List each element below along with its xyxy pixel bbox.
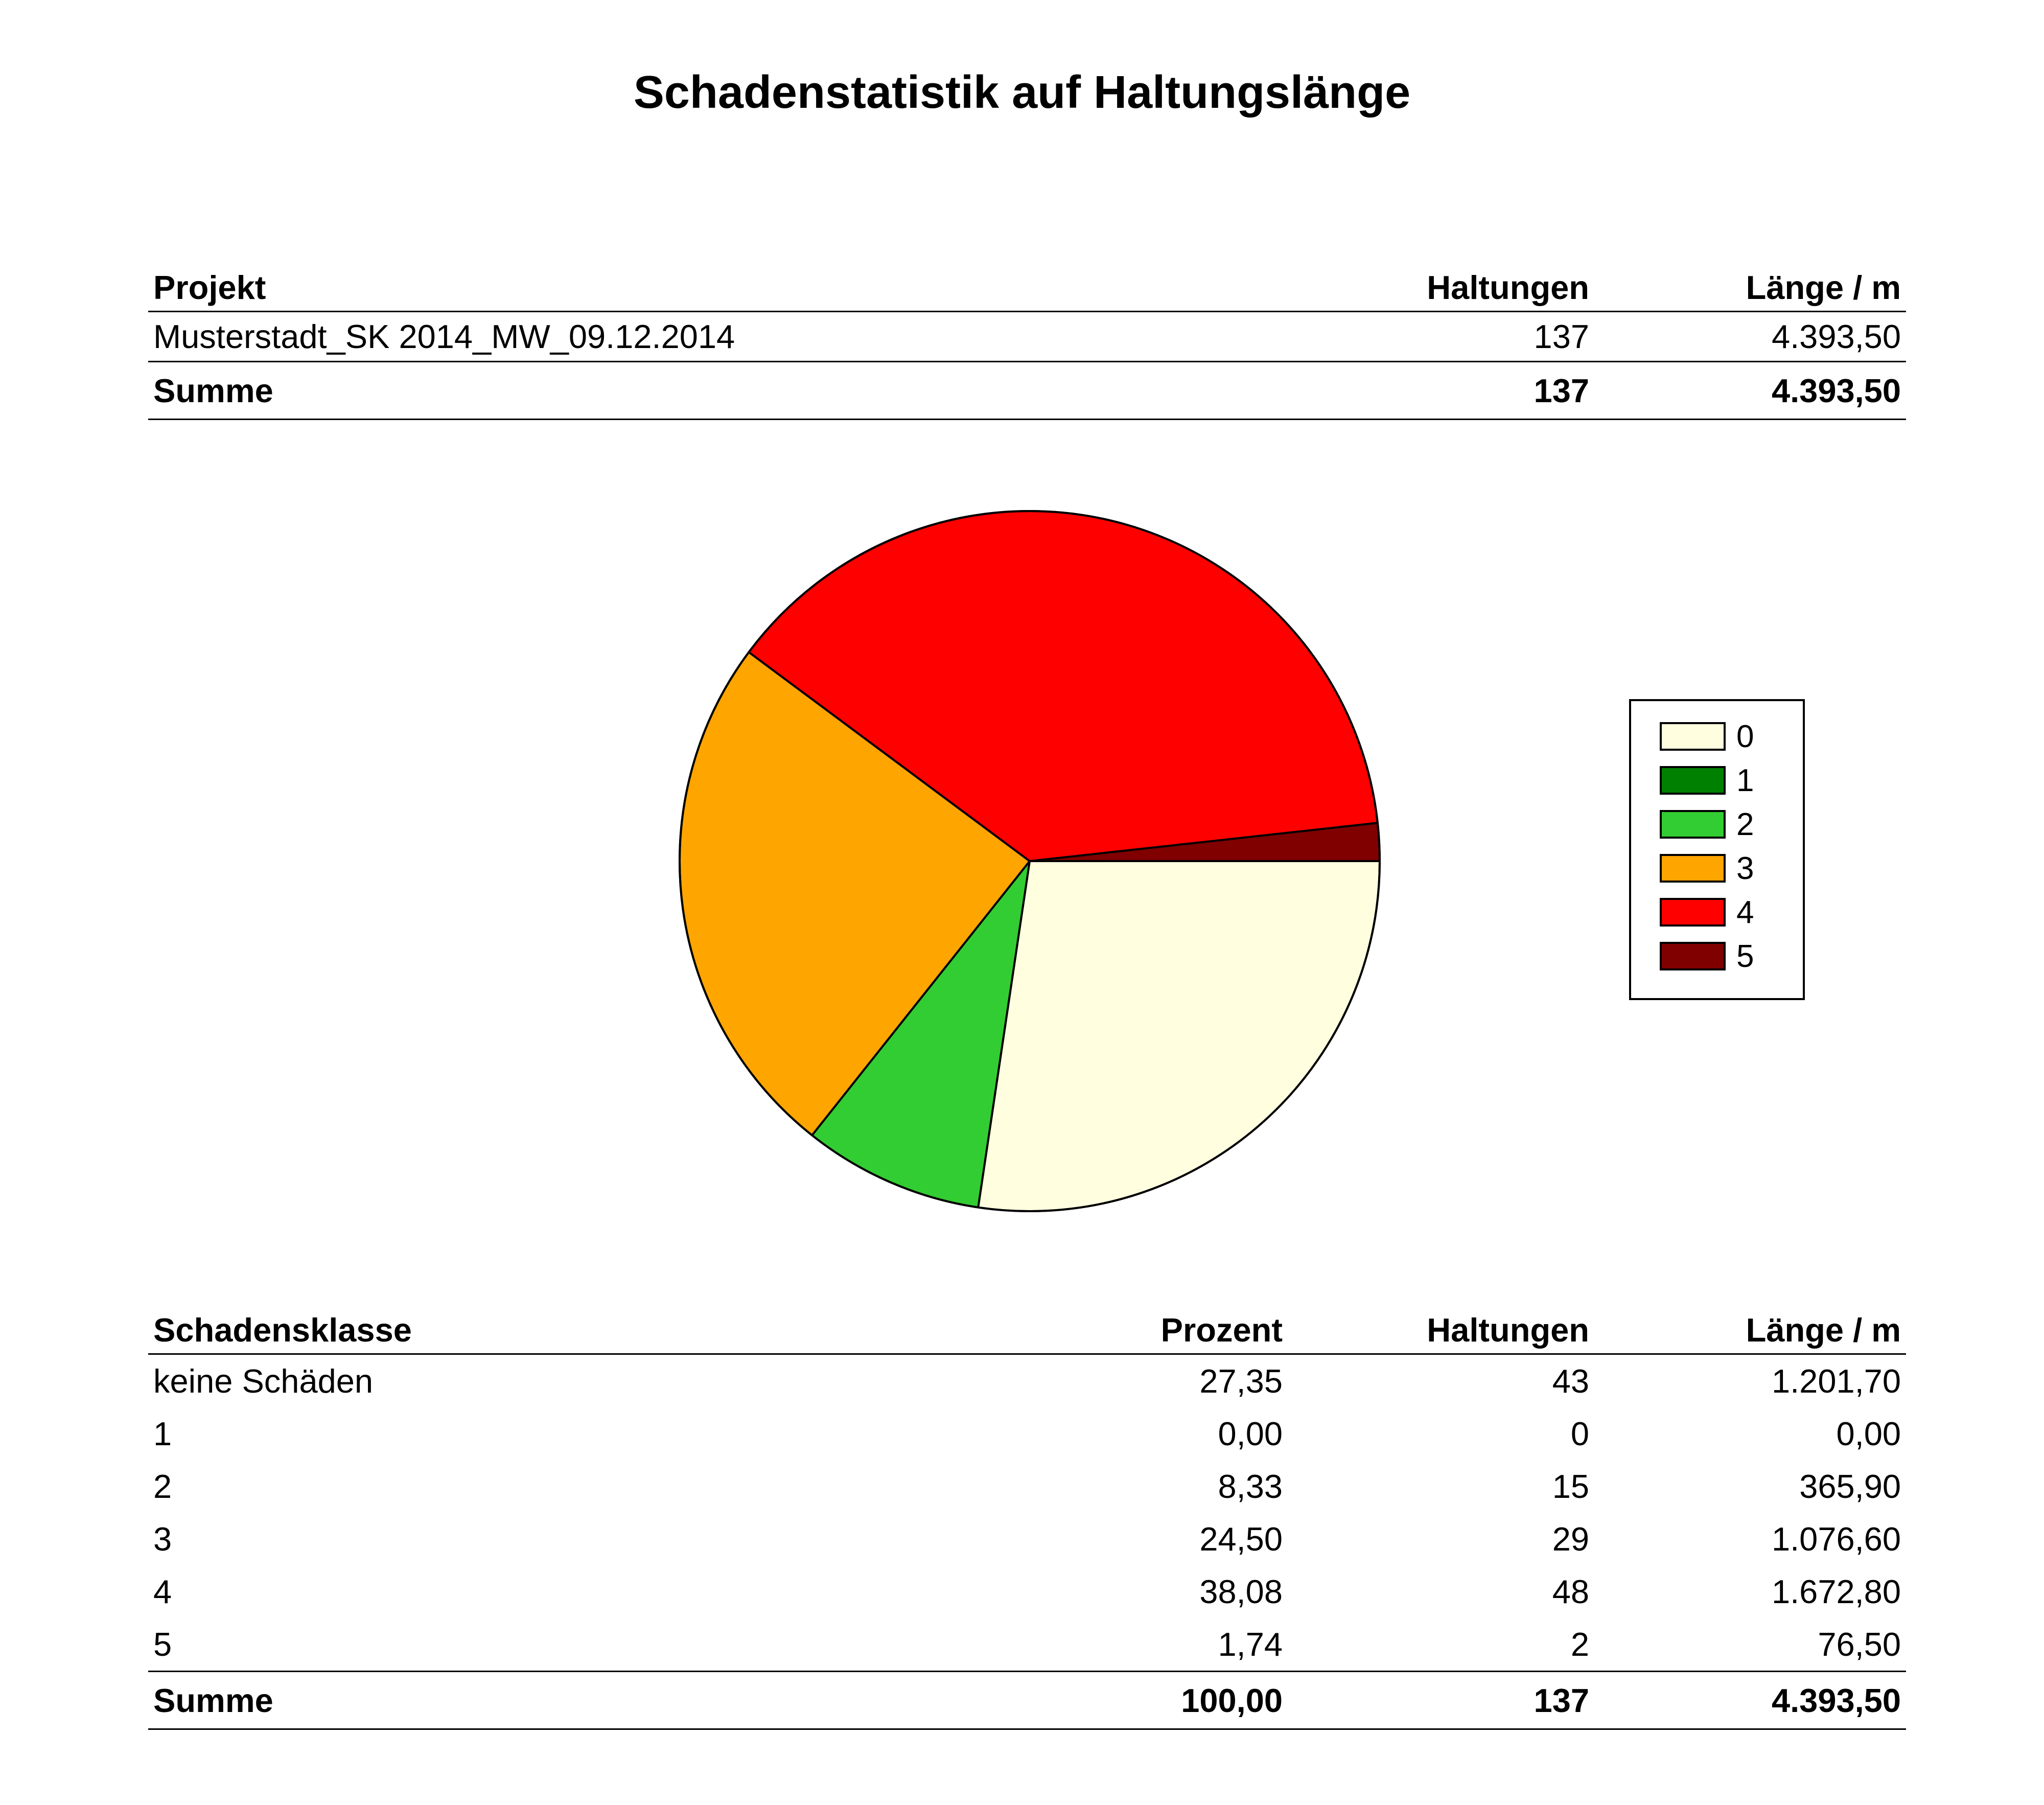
project-name: Musterstadt_SK 2014_MW_09.12.2014	[148, 312, 1288, 362]
table-row	[148, 1407, 1906, 1460]
header-laenge: Länge / m	[1594, 1298, 1906, 1354]
class-label: 5	[148, 1618, 994, 1672]
project-sum-label: Summe	[148, 362, 1288, 420]
class-sum-haltungen: 137	[1288, 1672, 1594, 1729]
class-label: 1	[153, 1415, 172, 1452]
project-sum-laenge: 4.393,50	[1594, 362, 1906, 420]
page-title: Schadenstatistik auf Haltungslänge	[633, 67, 1411, 118]
class-prozent: 0,00	[1218, 1415, 1283, 1452]
legend-label-1: 1	[1736, 763, 1754, 798]
class-label: 3	[153, 1520, 172, 1558]
legend-swatch-4	[1661, 899, 1725, 925]
class-label: keine Schäden	[153, 1362, 374, 1400]
table-row	[148, 1618, 1906, 1672]
class-laenge: 76,50	[1594, 1618, 1906, 1672]
class-laenge: 1.201,70	[1771, 1362, 1901, 1400]
pie-slices	[680, 511, 1380, 1211]
project-haltungen: 137	[1288, 312, 1594, 362]
table-row	[148, 1354, 1906, 1408]
class-sum-label: Summe	[148, 1672, 994, 1729]
class-label: 4	[153, 1573, 172, 1610]
class-haltungen: 2	[1288, 1618, 1594, 1672]
header-haltungen: Haltungen	[1288, 256, 1594, 312]
legend-label-0: 0	[1736, 719, 1754, 754]
table-row	[148, 1513, 1906, 1565]
class-prozent: 38,08	[1199, 1573, 1283, 1610]
legend-swatch-3	[1661, 855, 1725, 882]
class-haltungen: 0	[1570, 1415, 1589, 1452]
class-label: 2	[153, 1468, 172, 1505]
class-prozent: 1,74	[994, 1618, 1288, 1672]
chart-legend	[1630, 700, 1804, 999]
legend-label-2: 2	[1736, 807, 1754, 842]
class-prozent: 24,50	[1199, 1520, 1283, 1558]
project-laenge: 4.393,50	[1594, 312, 1906, 362]
class-laenge: 1.076,60	[1771, 1520, 1901, 1558]
class-laenge: 1.672,80	[1771, 1573, 1901, 1610]
legend-swatch-0	[1661, 723, 1725, 750]
legend-swatch-5	[1661, 943, 1725, 969]
legend-label-4: 4	[1736, 895, 1754, 930]
class-sum-row	[148, 1672, 1906, 1729]
legend-swatch-1	[1661, 767, 1725, 794]
project-sum-haltungen: 137	[1288, 362, 1594, 420]
header-laenge: Länge / m	[1594, 256, 1906, 312]
header-schadensklasse: Schadensklasse	[148, 1298, 994, 1354]
class-haltungen: 15	[1552, 1468, 1589, 1505]
table-row	[148, 1565, 1906, 1618]
pie-slice-0	[978, 861, 1380, 1211]
legend-swatch-2	[1661, 811, 1725, 838]
class-laenge: 365,90	[1799, 1468, 1901, 1505]
class-table-header	[148, 1298, 1906, 1354]
class-prozent: 27,35	[1199, 1362, 1283, 1400]
table-row	[148, 1460, 1906, 1513]
class-sum-prozent: 100,00	[994, 1672, 1288, 1729]
legend-label-3: 3	[1736, 851, 1754, 886]
header-haltungen: Haltungen	[1288, 1298, 1594, 1354]
class-haltungen: 43	[1552, 1362, 1589, 1400]
class-prozent: 8,33	[1218, 1468, 1283, 1505]
header-prozent: Prozent	[994, 1298, 1288, 1354]
class-haltungen: 48	[1552, 1573, 1589, 1610]
legend-label-5: 5	[1736, 939, 1754, 974]
class-laenge: 0,00	[1836, 1415, 1901, 1452]
class-haltungen: 29	[1552, 1520, 1589, 1558]
class-sum-laenge: 4.393,50	[1594, 1672, 1906, 1729]
damage-class-table	[148, 1298, 1906, 1730]
header-projekt: Projekt	[148, 256, 1288, 312]
